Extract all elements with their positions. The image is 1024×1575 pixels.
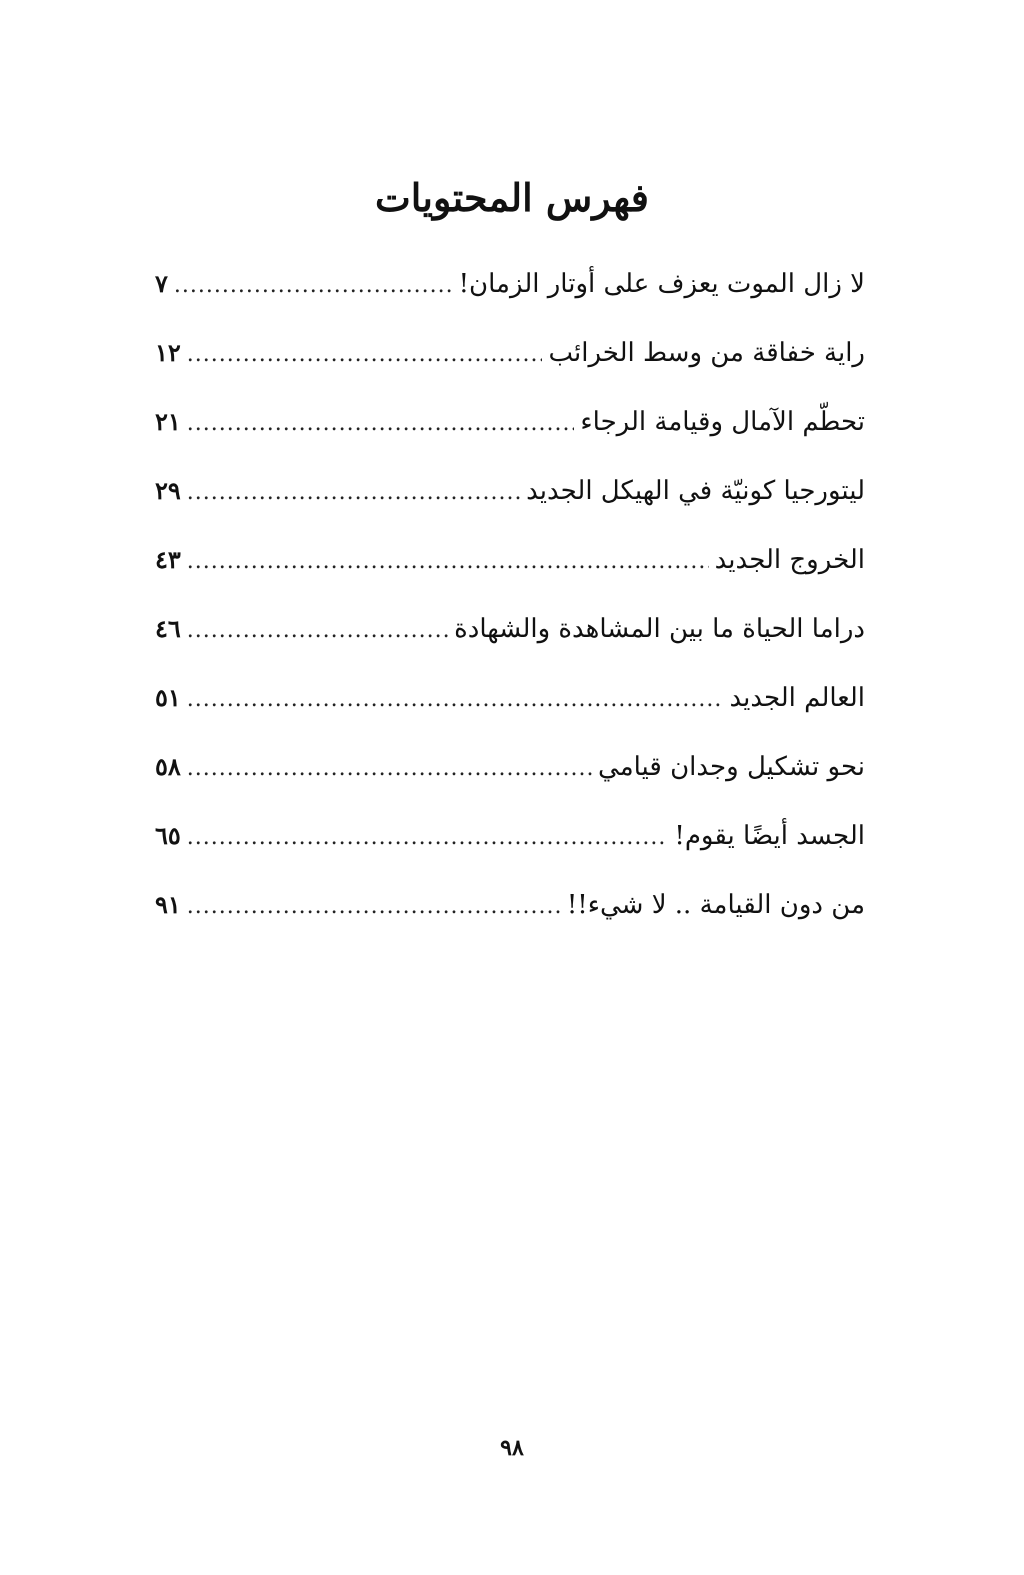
dot-leader (187, 816, 669, 860)
dot-leader (187, 678, 724, 722)
toc-entry-title: الجسد أيضًا يقوم! (674, 821, 865, 851)
toc-entry-title: دراما الحياة ما بين المشاهدة والشهادة (454, 614, 865, 644)
toc-entry (155, 814, 865, 883)
dot-leader (187, 402, 575, 446)
table-of-contents-title: فهرس المحتويات (375, 175, 649, 220)
dot-leader (187, 540, 709, 584)
toc-entry (155, 883, 865, 952)
toc-entry-title: تحطّم الآمال وقيامة الرجاء (580, 407, 865, 437)
toc-entry (155, 607, 865, 676)
toc-entry-title: العالم الجديد (729, 683, 865, 713)
toc-entry-title: راية خفاقة من وسط الخرائب (548, 338, 865, 368)
toc-entry (155, 262, 865, 331)
toc-entry-title: نحو تشكيل وجدان قيامي (598, 752, 865, 782)
toc-entry-page-number: ٧ (155, 269, 168, 298)
toc-entry-page-number: ٤٣ (155, 545, 181, 574)
toc-entry (155, 538, 865, 607)
dot-leader (187, 609, 448, 653)
toc-entry-title: الخروج الجديد (714, 545, 865, 575)
toc-entry (155, 331, 865, 400)
toc-entry-page-number: ٥١ (155, 683, 181, 712)
toc-entry-page-number: ٦٥ (155, 821, 181, 850)
table-of-contents-list (155, 262, 865, 952)
toc-entry-page-number: ٥٨ (155, 752, 181, 781)
toc-entry-title: من دون القيامة .. لا شيء!! (566, 890, 865, 920)
toc-entry-page-number: ٢١ (155, 407, 181, 436)
dot-leader (187, 471, 520, 515)
toc-entry (155, 469, 865, 538)
toc-entry-page-number: ٢٩ (155, 476, 181, 505)
dot-leader (174, 264, 453, 308)
toc-entry-title: ليتورجيا كونيّة في الهيكل الجديد (526, 476, 865, 506)
toc-entry-page-number: ١٢ (155, 338, 181, 367)
toc-entry-page-number: ٩١ (155, 890, 181, 919)
toc-entry (155, 745, 865, 814)
dot-leader (187, 333, 543, 377)
dot-leader (187, 747, 592, 791)
dot-leader (187, 885, 561, 929)
toc-entry (155, 400, 865, 469)
toc-entry-title: لا زال الموت يعزف على أوتار الزمان! (458, 269, 865, 299)
page-number: ٩٨ (500, 1435, 524, 1461)
toc-entry-page-number: ٤٦ (155, 614, 181, 643)
toc-entry (155, 676, 865, 745)
